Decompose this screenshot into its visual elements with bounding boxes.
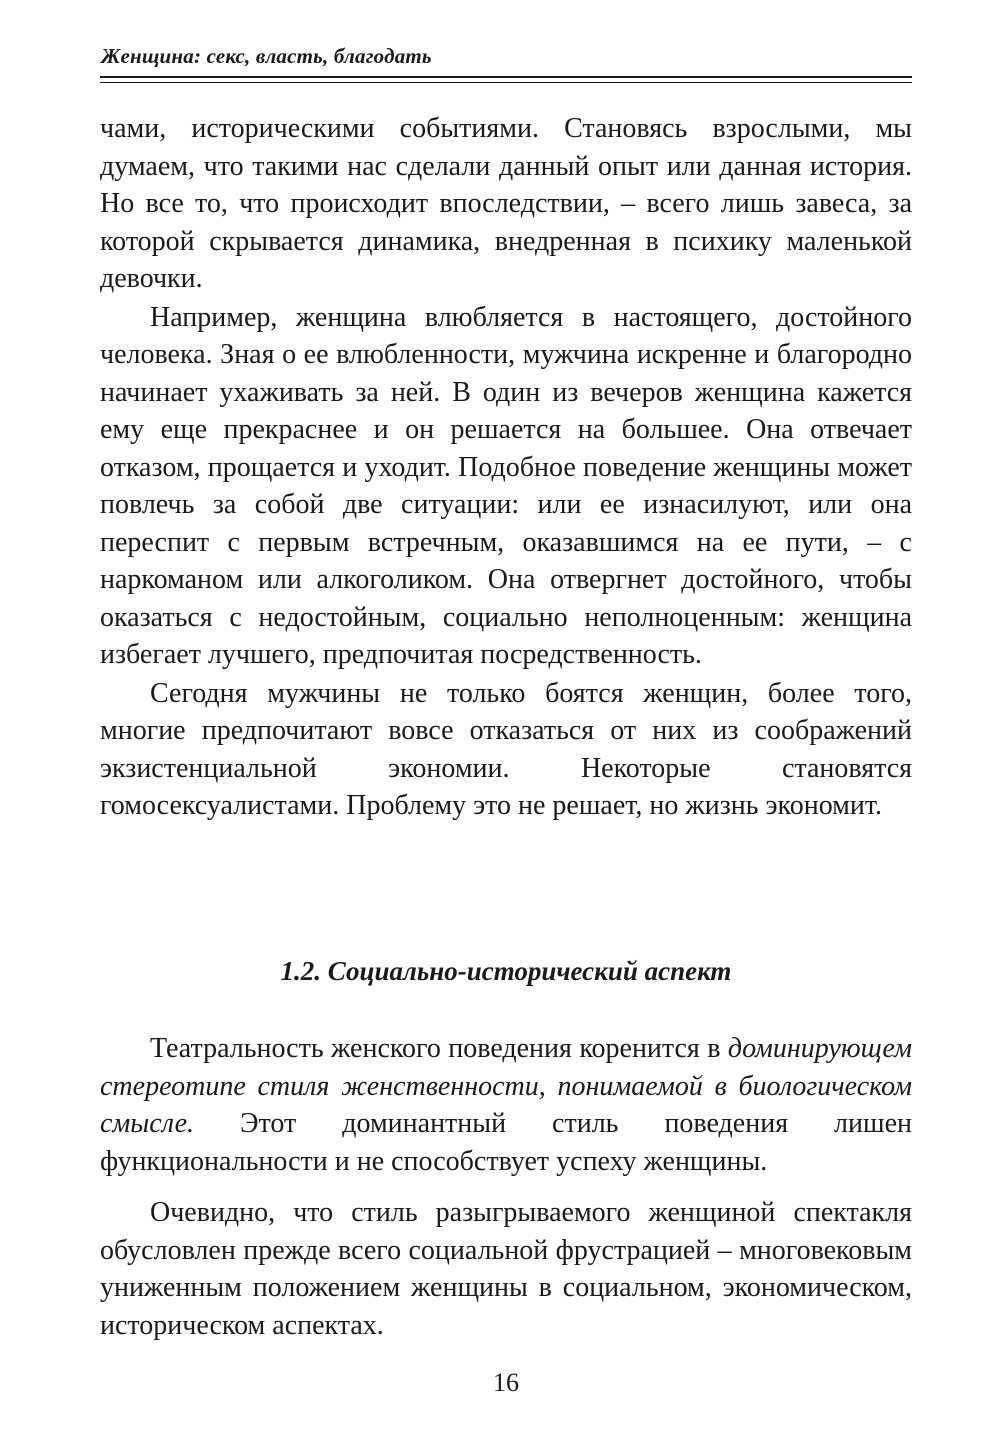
running-header: Женщина: секс, власть, благодать — [101, 44, 432, 68]
paragraph: Сегодня мужчины не только боятся женщин, более того, многие предпочитают вовсе отказаться от них из соображений экзистенциальной экономии. Некоторые становятся гомосексуалистами. Проблему это не решает, но жизнь экономит. — [100, 677, 912, 821]
paragraph-text: Театральность женского поведения коренится в — [150, 1033, 728, 1064]
body-text-top — [100, 110, 912, 825]
page-number: 16 — [493, 1368, 519, 1397]
header-rule-thin — [100, 82, 912, 83]
emphasized-text: доминирующем стереотипе стиля женственности, понимаемой в биологическом смысле. — [100, 1033, 912, 1139]
paragraph-text: Этот доминантный стиль поведения лишен функциональности и не способствует успеху женщины. — [100, 1108, 912, 1177]
body-text-section — [100, 1030, 912, 1344]
paragraph: Очевидно, что стиль разыгрываемого женщиной спектакля обусловлен прежде всего социальной фрустрацией – многовековым униженным положением женщины в социальном, экономическом, историческом аспектах. — [100, 1197, 912, 1341]
section-heading: 1.2. Социально-исторический аспект — [280, 956, 732, 986]
paragraph-with-emphasis — [100, 1030, 912, 1180]
header-rule-thick — [100, 76, 912, 78]
paragraph-continued: чами, историческими событиями. Становясь взрослыми, мы думаем, что такими нас сделали данный опыт или данная история. Но все то, что происходит впоследствии, – всего лишь завеса, за которой скрывается динамика, внедренная в психику маленькой девочки. — [100, 113, 912, 294]
paragraph: Например, женщина влюбляется в настоящего, достойного человека. Зная о ее влюбленности, мужчина искренне и благородно начинает ухаживать за ней. В один из вечеров женщина кажется ему еще прекраснее и он решается на большее. Она отвечает отказом, прощается и уходит. Подобное поведение женщины может повлечь за собой две ситуации: или ее изнасилуют, или она переспит с первым встречным, оказавшимся на ее пути, – с наркоманом или алкоголиком. Она отвергнет достойного, чтобы оказаться с недостойным, социально неполноценным: женщина избегает лучшего, предпочитая посредственность. — [100, 301, 912, 670]
